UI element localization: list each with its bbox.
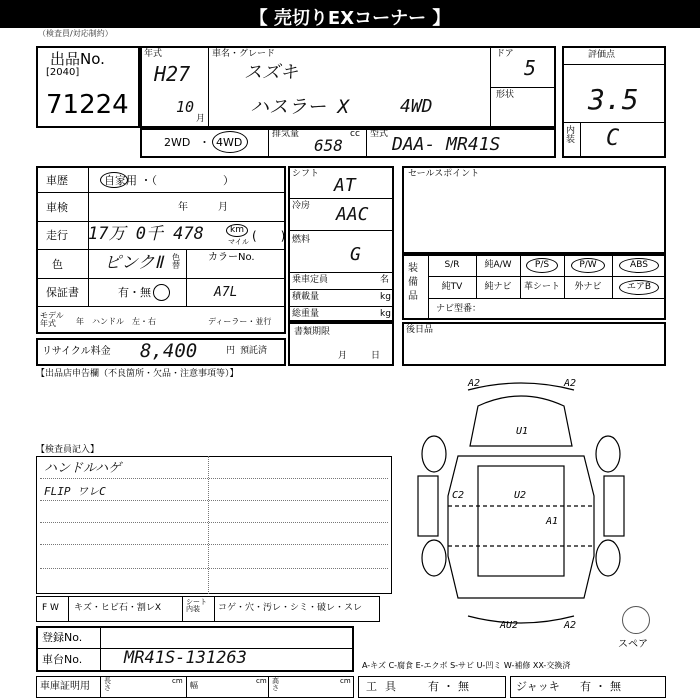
tools-value: 有・無 [428, 680, 473, 693]
lot-number: 71224 [46, 90, 129, 120]
navi-model-label: ナビ型番： [436, 304, 482, 314]
doc-expiry-unit: 月日 [338, 351, 405, 361]
legend-fw: F W [42, 603, 59, 613]
aftermarket-label: 後日品 [406, 325, 434, 335]
jack-label: ジャッキ [516, 680, 560, 693]
wheel-rear-left [422, 540, 446, 576]
color-change: 色替 [172, 253, 180, 270]
legend-text2: コゲ・穴・汚レ・シミ・破レ・スレ [218, 603, 363, 613]
wheel-front-left [422, 436, 446, 472]
mark-front-left: A2 [468, 378, 481, 389]
chassis-value: MR41S-131263 [124, 648, 247, 668]
drive-value: 4WD [400, 96, 433, 117]
load-unit: kg [380, 292, 391, 302]
car-roof-outline [470, 396, 572, 446]
left-side-panel [418, 476, 438, 536]
capacity-label: 乗車定員 [292, 275, 329, 285]
mark-rear-left: AU2 [500, 620, 519, 631]
grade-label: 評価点 [588, 50, 616, 60]
inspector-line1: ハンドルハゲ [44, 461, 122, 476]
equip-ps: P/S [534, 260, 550, 270]
name-label: 車名・グレード [212, 49, 276, 59]
capacity-unit: 名 [380, 275, 390, 285]
year-value: H27 [154, 62, 191, 86]
cert-width: 幅 [190, 681, 198, 690]
door-label: ドア [496, 49, 514, 59]
tools-label: 工具 [366, 680, 404, 693]
mileage-unit-km: km [230, 225, 244, 235]
drive-4wd: 4WD [216, 136, 243, 149]
history-label: 車歴 [46, 174, 68, 187]
recycle-value: 8,400 [140, 340, 198, 362]
inspection-label: 車検 [46, 201, 68, 214]
recycle-label: リサイクル料金 [42, 346, 111, 357]
lot-label: 出品No. [50, 50, 105, 68]
aftermarket-box [402, 322, 666, 366]
equip-abs: ABS [630, 260, 648, 270]
fuel-value: G [350, 244, 361, 265]
shift-value: AT [334, 175, 356, 196]
header-note: （検査員/対応制約） [38, 29, 113, 38]
type-value: DAA- MR41S [392, 134, 501, 155]
legend-codes: A-キズ C-腐食 E-エクボ S-サビ U-凹ミ W-補修 XX-交換済 [362, 661, 571, 670]
wheel-front-right [596, 436, 620, 472]
lot-prefix: [2040] [46, 67, 80, 78]
mark-left-door: C2 [452, 490, 465, 501]
color-no-label: カラーNo. [208, 252, 255, 263]
drive-2wd: 2WD [164, 136, 191, 149]
equip-alloy: 純A/W [484, 260, 512, 270]
history-value: 自家用 ・（ ） [104, 174, 234, 187]
right-side-panel [604, 476, 624, 536]
color-value: ピンクⅡ [104, 253, 164, 273]
mark-center: U2 [514, 490, 527, 501]
equip-airbag: エアB [626, 282, 652, 292]
inspector-label: 【検査員記入】 [36, 445, 100, 455]
interior-label: 内装 [566, 126, 576, 145]
mark-rear-right: A2 [564, 620, 577, 631]
sales-point-label: セールスポイント [408, 169, 480, 179]
model-year-text: 年 ハンドル 左・右 [76, 317, 156, 326]
jack-value: 有・無 [580, 680, 625, 693]
chassis-label: 車台No. [42, 653, 83, 666]
wheel-rear-right [596, 540, 620, 576]
type-label: 型式 [370, 129, 389, 139]
equip-ext-navi: 外ナビ [574, 282, 602, 292]
month-unit: 月 [196, 114, 206, 124]
legend-seat: シート内装 [186, 598, 207, 613]
model-year-label: モデル年式 [40, 311, 64, 328]
car-body-outline [448, 456, 594, 598]
displacement-value: 658 [314, 136, 343, 155]
damage-marks [452, 378, 576, 631]
car-damage-diagram [408, 376, 634, 632]
color-label: 色 [52, 258, 63, 271]
cert-height: 高さ [272, 677, 279, 692]
spare-label: スペア [618, 639, 648, 650]
dealer-text: ディーラー・並行 [208, 317, 272, 326]
equip-tv: 純TV [441, 282, 463, 292]
mileage-value: 17万 0千 478 [88, 224, 204, 244]
color-no-value: A7L [214, 285, 238, 300]
model-value: ハスラー X [250, 96, 349, 118]
warranty-none-circle [153, 284, 170, 301]
maker-value: スズキ [244, 62, 298, 83]
door-value: 5 [524, 56, 537, 80]
equip-pw: P/W [579, 260, 597, 270]
interior-value: C [606, 126, 620, 151]
inspection-value: 年 月 [178, 202, 228, 213]
mileage-unit-mile: マイル [228, 238, 249, 246]
weight-unit: kg [380, 309, 391, 319]
equip-navi: 純ナビ [484, 282, 512, 292]
notice-label: 【出品店申告欄（不良箇所・欠品・注意事項等）】 [36, 369, 239, 379]
rear-bumper [468, 616, 574, 623]
inspector-line2: FLIP ワレC [44, 485, 106, 498]
cert-label: 車庫証明用 [40, 681, 90, 692]
mark-roof: U1 [516, 426, 529, 437]
equip-leather: 革シート [523, 282, 560, 292]
recycle-note: 預託済 [240, 346, 268, 356]
banner-title: 【 売切りEXコーナー 】 [249, 8, 451, 29]
equipment-label: 装備品 [408, 263, 418, 302]
year-label: 年式 [144, 49, 163, 59]
legend-text1: キズ・ヒビ石・割レX [74, 603, 161, 613]
registration-label: 登録No. [42, 631, 83, 644]
displacement-label: 排気量 [272, 129, 300, 139]
warranty-label: 保証書 [46, 286, 79, 299]
cert-width-unit: cm [256, 677, 267, 685]
mark-right-door: A1 [546, 516, 559, 527]
weight-label: 総重量 [292, 309, 320, 319]
front-bumper [468, 383, 574, 390]
cert-length-unit: cm [172, 677, 183, 685]
recycle-unit: 円 [226, 346, 236, 356]
ac-value: AAC [336, 204, 369, 225]
load-label: 積載量 [292, 292, 320, 302]
mileage-label: 走行 [46, 229, 68, 242]
month-value: 10 [176, 98, 195, 116]
doc-expiry-label: 書類期限 [294, 327, 331, 337]
fuel-label: 燃料 [292, 235, 311, 245]
warranty-value: 有・無 [118, 286, 151, 299]
cert-height-unit: cm [340, 677, 351, 685]
shift-label: シフト [292, 169, 320, 179]
inspector-box [36, 456, 392, 594]
shape-label: 形状 [496, 90, 515, 100]
displacement-unit: cc [350, 129, 360, 139]
ac-label: 冷房 [292, 201, 311, 211]
equip-sr: S/R [444, 260, 460, 270]
mark-front-right: A2 [564, 378, 577, 389]
sales-point-box [402, 166, 666, 254]
grade-value: 3.5 [588, 83, 639, 116]
cert-length: 長さ [104, 677, 111, 692]
